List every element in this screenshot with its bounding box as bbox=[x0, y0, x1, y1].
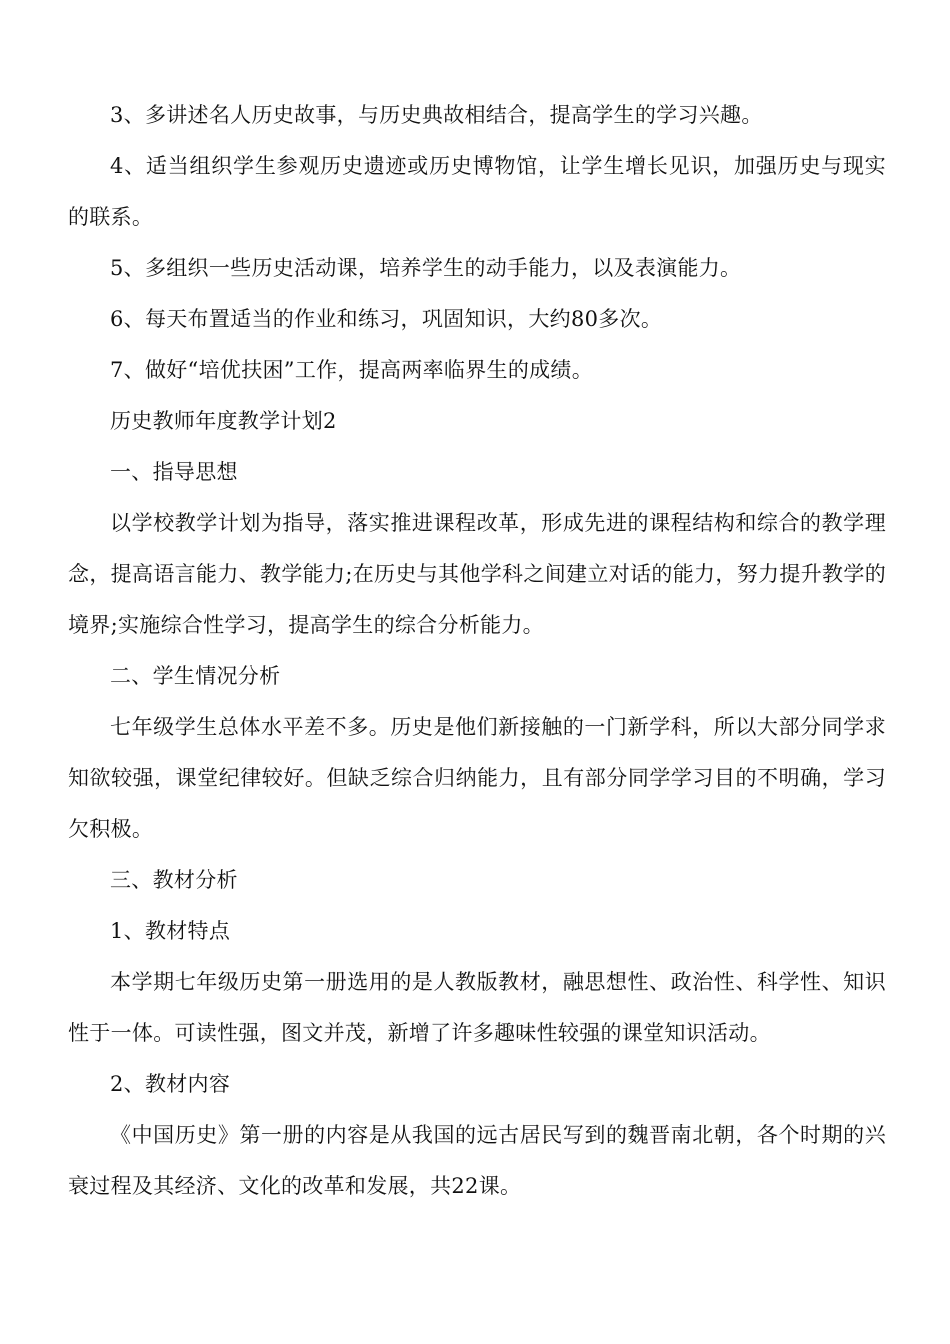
paragraph-student-analysis: 七年级学生总体水平差不多。历史是他们新接触的一门新学科，所以大部分同学求知欲较强，课堂纪律较好。但缺乏综合归纳能力，且有部分同学学习目的不明确，学习欠积极。 bbox=[68, 715, 886, 841]
paragraph-textbook-features: 本学期七年级历史第一册选用的是人教版教材，融思想性、政治性、科学性、知识性于一体。可读性强，图文并茂，新增了许多趣味性较强的课堂知识活动。 bbox=[68, 970, 886, 1045]
paragraph-item-4: 4、适当组织学生参观历史遗迹或历史博物馆，让学生增长见识，加强历史与现实的联系。 bbox=[68, 154, 886, 229]
paragraph-item-6: 6、每天布置适当的作业和练习，巩固知识，大约80多次。 bbox=[110, 307, 663, 331]
paragraph-textbook-content: 《中国历史》第一册的内容是从我国的远古居民写到的魏晋南北朝，各个时期的兴衰过程及其经济、文化的改革和发展，共22课。 bbox=[68, 1123, 886, 1198]
subheading-textbook-features: 1、教材特点 bbox=[110, 919, 231, 943]
paragraph-guiding-ideology: 以学校教学计划为指导，落实推进课程改革，形成先进的课程结构和综合的教学理念，提高语言能力、教学能力;在历史与其他学科之间建立对话的能力，努力提升教学的境界;实施综合性学习，提高学生的综合分析能力。 bbox=[68, 511, 886, 637]
paragraph-item-5: 5、多组织一些历史活动课，培养学生的动手能力，以及表演能力。 bbox=[110, 256, 742, 280]
section-heading-student-analysis: 二、学生情况分析 bbox=[110, 664, 281, 688]
section-heading-guiding-ideology: 一、指导思想 bbox=[110, 460, 238, 484]
section-heading-textbook-analysis: 三、教材分析 bbox=[110, 868, 238, 892]
document-body bbox=[68, 90, 886, 1212]
paragraph-item-7: 7、做好“培优扶困”工作，提高两率临界生的成绩。 bbox=[110, 358, 594, 382]
subheading-textbook-content: 2、教材内容 bbox=[110, 1072, 231, 1096]
document-title: 历史教师年度教学计划2 bbox=[110, 409, 337, 433]
paragraph-item-3: 3、多讲述名人历史故事，与历史典故相结合，提高学生的学习兴趣。 bbox=[110, 103, 763, 127]
